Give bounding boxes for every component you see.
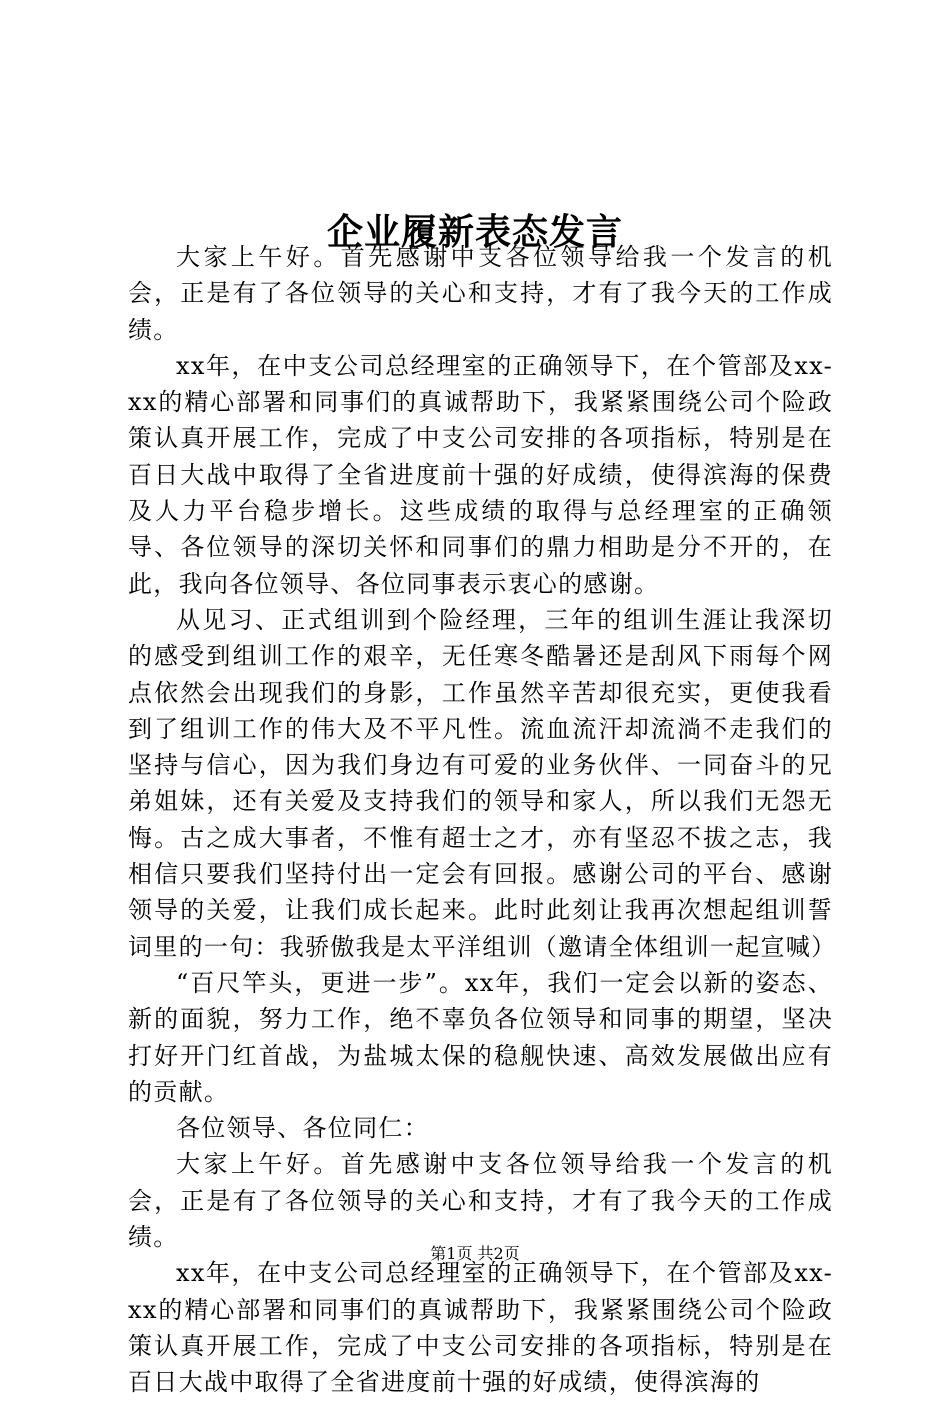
paragraph-achievements-repeat: xx年，在中支公司总经理室的正确领导下，在个管部及xx-xx的精心部署和同事们的真诚帮助下，我紧紧围绕公司个险政策认真开展工作，完成了中支公司安排的各项指标，特别是在百日大战中取得了全省进度前十强的好成绩，使得滨海的 xyxy=(128,1259,833,1397)
paragraph-salutation: 各位领导、各位同仁： xyxy=(176,1114,429,1143)
paragraph-commitment: “百尺竿头，更进一步”。xx年，我们一定会以新的姿态、新的面貌，努力工作，绝不辜负各位领导和同事的期望，坚决打好开门红首战，为盐城太保的稳舰快速、高效发展做出应有的贡献。 xyxy=(128,968,833,1106)
paragraph-greeting-repeat: 大家上午好。首先感谢中支各位领导给我一个发言的机会，正是有了各位领导的关心和支持，才有了我今天的工作成绩。 xyxy=(128,1150,833,1252)
paragraph-achievements: xx年，在中支公司总经理室的正确领导下，在个管部及xx-xx的精心部署和同事们的真诚帮助下，我紧紧围绕公司个险政策认真开展工作，完成了中支公司安排的各项指标，特别是在百日大战中取得了全省进度前十强的好成绩，使得滨海的保费及人力平台稳步增长。这些成绩的取得与总经理室的正确领导、各位领导的深切关怀和同事们的鼎力相助是分不开的，在此，我向各位领导、各位同事表示衷心的感谢。 xyxy=(128,351,833,598)
paragraph-greeting: 大家上午好。首先感谢中支各位领导给我一个发言的机会，正是有了各位领导的关心和支持，才有了我今天的工作成绩。 xyxy=(128,243,833,344)
page-footer: 第1页 共2页 xyxy=(430,1244,520,1263)
document-body xyxy=(128,239,837,1401)
paragraph-experience: 从见习、正式组训到个险经理，三年的组训生涯让我深切的感受到组训工作的艰辛，无任寒冬酷暑还是刮风下雨每个网点依然会出现我们的身影，工作虽然辛苦却很充实，更使我看到了组训工作的伟大及不平凡性。流血流汗却流淌不走我们的坚持与信心，因为我们身边有可爱的业务伙伴、一同奋斗的兄弟姐妹，还有关爱及支持我们的领导和家人，所以我们无怨无悔。古之成大事者，不惟有超士之才，亦有坚忍不拔之志，我相信只要我们坚持付出一定会有回报。感谢公司的平台、感谢领导的关爱，让我们成长起来。此时此刻让我再次想起组训誓词里的一句：我骄傲我是太平洋组训（邀请全体组训一起宣喊） xyxy=(128,605,837,961)
document-title: 企业履新表态发言 xyxy=(326,211,623,254)
